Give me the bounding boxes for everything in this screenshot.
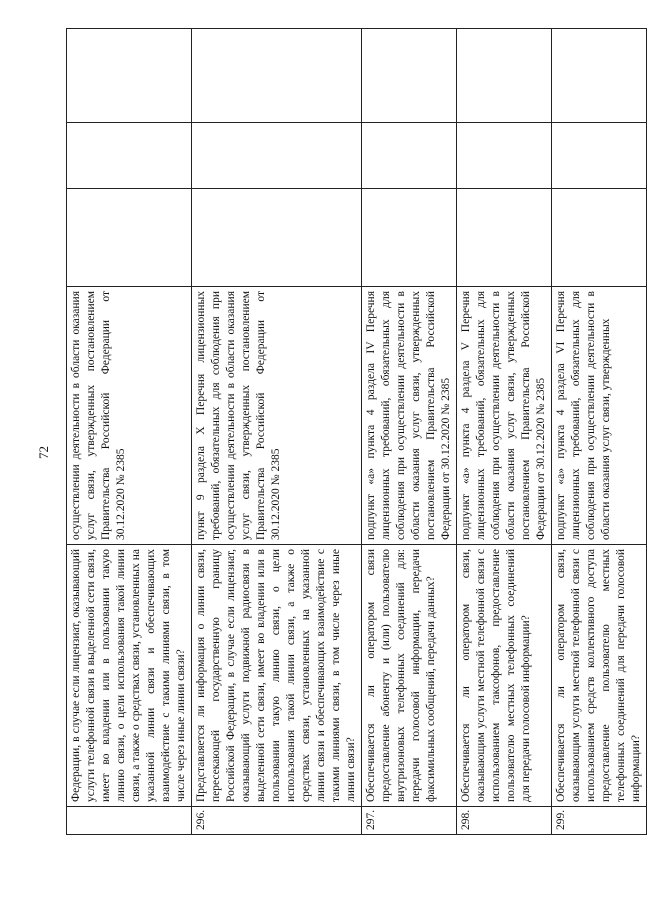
table-row (457, 29, 552, 835)
empty-cell (457, 29, 552, 123)
legal-reference: подпункт «а» пункта 4 раздела V Перечня лицензионных требований, обязательных для соблюдения при осуществлении деятельности в области оказания услуг связи, утвержденных постановлением Правительства Российской Федерации от 30.12.2020 № 2385 (457, 287, 552, 545)
legal-reference: пункт 9 раздела X Перечня лицензионных требований, обязательных для соблюдения при осуществлении деятельности в области оказания услуг связи, утвержденных постановлением Правительства Российской Федерации от 30.12.2020 № 2385 (192, 287, 362, 545)
table-row (552, 29, 647, 835)
table-row (362, 29, 457, 835)
empty-cell (362, 123, 457, 189)
legal-reference: осуществлении деятельности в области оказания услуг связи, утвержденных постановлением Правительства Российской Федерации от 30.12.2020 № 2385 (67, 287, 192, 545)
table-row (192, 29, 362, 835)
question-text: Обеспечивается ли оператором связи, оказывающим услуги местной телефонной связи с использованием средств коллективного доступа предоставление пользователю местных телефонных соединений для передачи голосовой информации? (552, 545, 647, 807)
empty-cell (67, 123, 192, 189)
empty-cell (192, 189, 362, 287)
legal-reference: подпункт «а» пункта 4 раздела VI Перечня лицензионных требований, обязательных для соблюдения при осуществлении деятельности в области оказания услуг связи, утвержденных (552, 287, 647, 545)
empty-cell (362, 189, 457, 287)
row-number: 298. (457, 807, 552, 835)
empty-cell (552, 123, 647, 189)
empty-cell (552, 189, 647, 287)
page-number: 72 (36, 446, 51, 459)
requirements-table (66, 28, 647, 835)
row-number: 296. (192, 807, 362, 835)
empty-cell (67, 189, 192, 287)
empty-cell (457, 189, 552, 287)
legal-reference: подпункт «а» пункта 4 раздела IV Перечня лицензионных требований, обязательных для соблюдения при осуществлении деятельности в области оказания услуг связи, утвержденных постановлением Правительства Российской Федерации от 30.12.2020 № 2385 (362, 287, 457, 545)
row-number: 299. (552, 807, 647, 835)
empty-cell (192, 123, 362, 189)
row-number (67, 807, 192, 835)
question-text: Федерации, в случае если лицензиат, оказывающий услуги телефонной связи в выделенной сети связи, имеет во владении или в пользовании такую линию связи, о цели использования такой линии связи, а также о средствах связи, установленных на указанной линии связи и обеспечивающих взаимодействие с такими линиями связи, в том числе через иные линии связи? (67, 545, 192, 807)
row-number: 297. (362, 807, 457, 835)
question-text: Обеспечивается ли оператором связи предоставление абоненту и (или) пользователю внутризоновых телефонных соединений для: передачи голосовой информации, передачи факсимильных сообщений, передачи данных? (362, 545, 457, 807)
empty-cell (552, 29, 647, 123)
empty-cell (457, 123, 552, 189)
empty-cell (362, 29, 457, 123)
table-row (67, 29, 192, 835)
empty-cell (67, 29, 192, 123)
question-text: Обеспечивается ли оператором связи, оказывающим услуги местной телефонной связи с использованием таксофонов, предоставление пользователю местных телефонных соединений для передачи голосовой информации? (457, 545, 552, 807)
empty-cell (192, 29, 362, 123)
question-text: Представляется ли информация о линии связи, пересекающей государственную границу Российской Федерации, в случае если лицензиат, оказывающий услуги подвижной радиосвязи в выделенной сети связи, имеет во владении или в пользовании такую линию связи, о цели использования такой линии связи, а также о средствах связи, установленных на указанной линии связи и обеспечивающих взаимодействие с такими линиями связи, в том числе через иные линии связи? (192, 545, 362, 807)
